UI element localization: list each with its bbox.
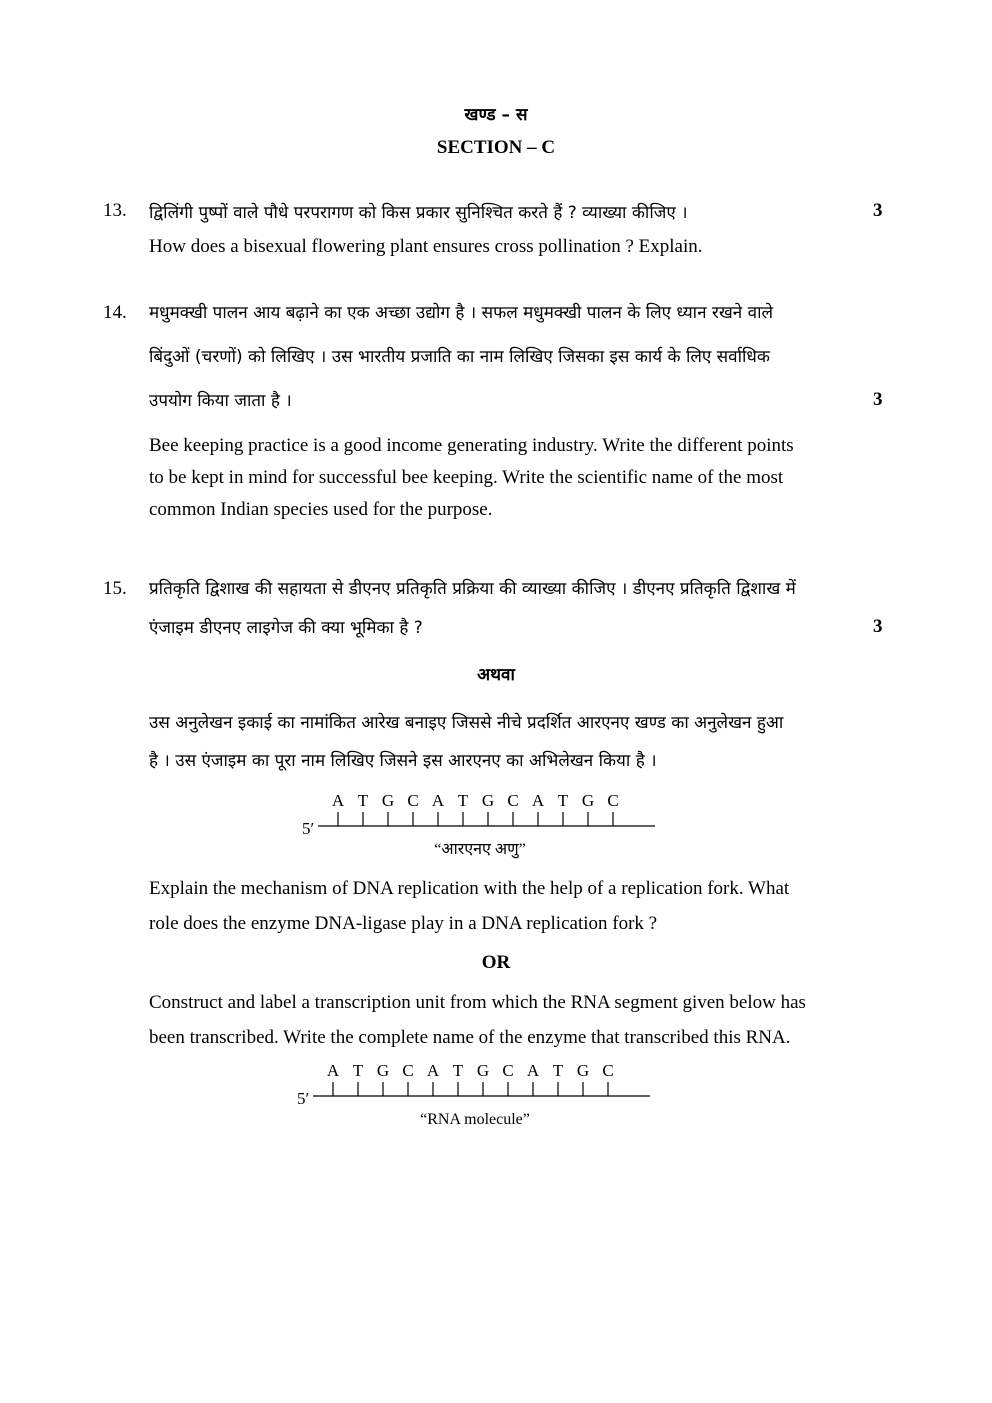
rna-english-base-3: G xyxy=(376,1061,390,1080)
q14-hindi-line-2: बिंदुओं (चरणों) को लिखिए । उस भारतीय प्रजाति का नाम लिखिए जिसका इस कार्य के लिए सर्वाधिक xyxy=(149,347,770,367)
rna-hindi-base-3: G xyxy=(381,791,395,810)
rna-english-base-8: C xyxy=(502,1061,514,1080)
q13-hindi-text: द्विलिंगी पुष्पों वाले पौधे परपरागण को किस प्रकार सुनिश्चित करते हैं ? व्याख्या कीजिए । xyxy=(149,203,688,223)
rna-hindi-base-6: T xyxy=(457,791,469,810)
rna-hindi-base-2: T xyxy=(357,791,369,810)
rna-hindi-base-11: G xyxy=(581,791,595,810)
section-title-english: SECTION – C xyxy=(436,137,556,158)
rna-english-caption: “RNA molecule” xyxy=(420,1111,530,1128)
rna-english-base-6: T xyxy=(452,1061,464,1080)
q14-hindi-line-3: उपयोग किया जाता है । xyxy=(149,391,292,411)
rna-diagram-english xyxy=(285,1056,665,1136)
q15-alt-hindi-line-2: है । उस एंजाइम का पूरा नाम लिखिए जिसने इस आरएनए का अभिलेखन किया है । xyxy=(149,751,657,771)
q15-english-line-2: role does the enzyme DNA-ligase play in a DNA replication fork ? xyxy=(149,913,658,934)
q15-alt-hindi-line-1: उस अनुलेखन इकाई का नामांकित आरेख बनाइए जिससे नीचे प्रदर्शित आरएनए खण्ड का अनुलेखन हुआ xyxy=(149,713,784,733)
q13-marks: 3 xyxy=(873,200,883,221)
rna-english-base-2: T xyxy=(352,1061,364,1080)
q15-hindi-line-2: एंजाइम डीएनए लाइगेज की क्या भूमिका है ? xyxy=(149,618,423,638)
q14-english-line-2: to be kept in mind for successful bee keeping. Write the scientific name of the most xyxy=(149,467,784,488)
question-number-15: 15. xyxy=(103,578,127,599)
rna-english-base-4: C xyxy=(402,1061,414,1080)
rna-hindi-base-8: C xyxy=(507,791,519,810)
rna-diagram-hindi xyxy=(290,786,670,866)
rna-english-base-10: T xyxy=(552,1061,564,1080)
section-title-hindi: खण्ड – स xyxy=(464,105,528,125)
q14-marks: 3 xyxy=(873,389,883,410)
rna-hindi-base-9: A xyxy=(531,791,545,810)
rna-hindi-base-7: G xyxy=(481,791,495,810)
or-english: OR xyxy=(481,952,511,973)
q15-hindi-line-1: प्रतिकृति द्विशाख की सहायता से डीएनए प्रतिकृति प्रक्रिया की व्याख्या कीजिए । डीएनए प्रतिकृति द्विशाख में xyxy=(149,579,796,599)
q14-english-line-1: Bee keeping practice is a good income generating industry. Write the different points xyxy=(149,435,794,456)
question-number-14: 14. xyxy=(103,302,127,323)
rna-english-base-11: G xyxy=(576,1061,590,1080)
rna-hindi-end-label: 5′ xyxy=(302,819,315,838)
q15-marks: 3 xyxy=(873,616,883,637)
rna-english-base-9: A xyxy=(526,1061,540,1080)
rna-english-base-1: A xyxy=(326,1061,340,1080)
rna-hindi-base-10: T xyxy=(557,791,569,810)
rna-english-end-label: 5′ xyxy=(297,1089,310,1108)
or-hindi: अथवा xyxy=(477,665,515,685)
rna-hindi-base-12: C xyxy=(607,791,619,810)
q13-english-text: How does a bisexual flowering plant ensures cross pollination ? Explain. xyxy=(149,236,703,257)
rna-english-base-7: G xyxy=(476,1061,490,1080)
rna-hindi-base-1: A xyxy=(331,791,345,810)
q15-alt-english-line-1: Construct and label a transcription unit from which the RNA segment given below has xyxy=(149,992,806,1013)
question-number-13: 13. xyxy=(103,200,127,221)
rna-english-base-5: A xyxy=(426,1061,440,1080)
rna-hindi-base-5: A xyxy=(431,791,445,810)
q14-english-line-3: common Indian species used for the purpose. xyxy=(149,499,493,520)
rna-hindi-base-4: C xyxy=(407,791,419,810)
rna-english-base-12: C xyxy=(602,1061,614,1080)
rna-hindi-caption: “आरएनए अणु” xyxy=(434,841,526,858)
q14-hindi-line-1: मधुमक्खी पालन आय बढ़ाने का एक अच्छा उद्योग है । सफल मधुमक्खी पालन के लिए ध्यान रखने वाले xyxy=(149,303,773,323)
q15-alt-english-line-2: been transcribed. Write the complete name of the enzyme that transcribed this RNA. xyxy=(149,1027,791,1048)
q15-english-line-1: Explain the mechanism of DNA replication with the help of a replication fork. What xyxy=(149,878,790,899)
